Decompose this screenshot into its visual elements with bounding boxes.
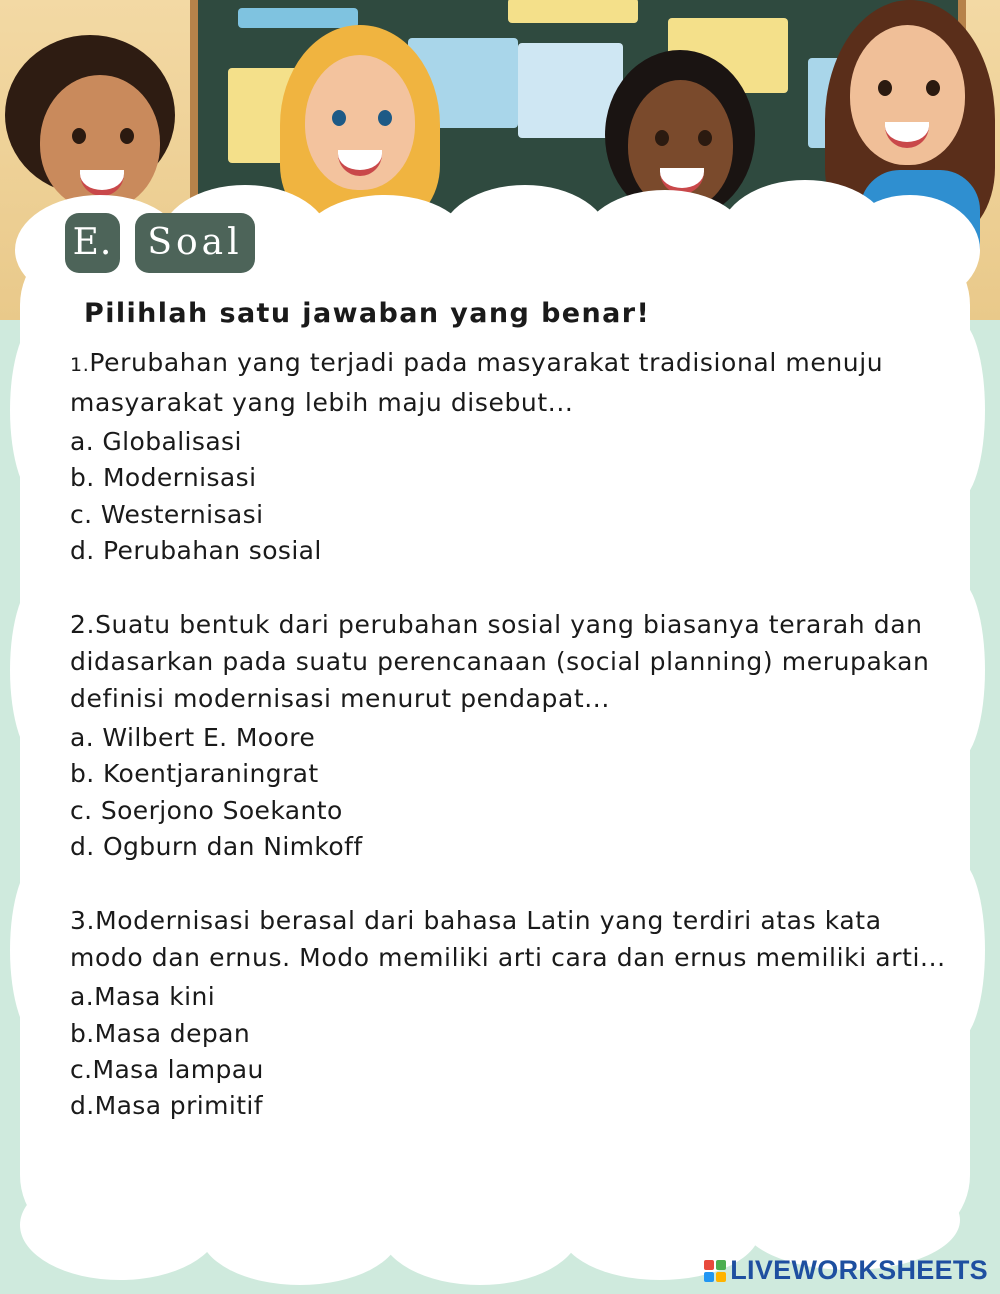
liveworksheets-logo-icon xyxy=(704,1260,726,1282)
question-body: Modernisasi berasal dari bahasa Latin yang terdiri atas kata modo dan ernus. Modo memiliki arti cara dan ernus memiliki arti... xyxy=(70,906,946,973)
cloud-edge xyxy=(10,860,70,1040)
cloud-edge xyxy=(840,195,980,305)
cloud-edge xyxy=(10,320,70,500)
answer-option-d[interactable]: d. Perubahan sosial xyxy=(70,535,322,565)
question-text xyxy=(70,344,950,421)
question-number: 1. xyxy=(70,354,90,376)
answer-option-b[interactable]: b. Modernisasi xyxy=(70,463,257,493)
question-list xyxy=(70,344,950,1125)
question-text xyxy=(70,606,950,717)
poster xyxy=(508,0,638,23)
answer-option-d[interactable]: d.Masa primitif xyxy=(70,1091,263,1121)
cloud-edge xyxy=(10,580,70,760)
question-number: 2. xyxy=(70,610,96,640)
question-body: Perubahan yang terjadi pada masyarakat tradisional menuju masyarakat yang lebih maju disebut... xyxy=(70,348,884,417)
answer-options xyxy=(70,424,950,569)
liveworksheets-wordmark: LIVEWORKSHEETS xyxy=(730,1255,988,1285)
question-text xyxy=(70,902,950,976)
answer-option-c[interactable]: c. Westernisasi xyxy=(70,499,264,529)
cloud-edge xyxy=(380,1175,580,1285)
liveworksheets-logo[interactable] xyxy=(704,1255,988,1286)
question-1 xyxy=(70,344,950,569)
answer-option-c[interactable]: c. Soerjono Soekanto xyxy=(70,795,343,825)
section-letter-badge: E. xyxy=(65,213,120,273)
cloud-edge xyxy=(200,1180,400,1285)
answer-option-a[interactable]: a. Globalisasi xyxy=(70,427,242,456)
answer-options xyxy=(70,720,950,865)
answer-option-b[interactable]: b.Masa depan xyxy=(70,1018,251,1048)
answer-options xyxy=(70,979,950,1124)
question-number: 3. xyxy=(70,906,96,936)
instruction-text: Pilihlah satu jawaban yang benar! xyxy=(84,298,651,329)
answer-option-a[interactable]: a.Masa kini xyxy=(70,982,216,1012)
section-title-badge: Soal xyxy=(135,213,255,273)
question-2 xyxy=(70,606,950,865)
answer-option-c[interactable]: c.Masa lampau xyxy=(70,1054,264,1084)
cloud-edge xyxy=(20,1170,220,1280)
answer-option-d[interactable]: d. Ogburn dan Nimkoff xyxy=(70,832,363,862)
question-body: Suatu bentuk dari perubahan sosial yang biasanya terarah dan didasarkan pada suatu perencanaan (social planning) merupakan definisi modernisasi menurut pendapat... xyxy=(70,610,930,714)
answer-option-b[interactable]: b. Koentjaraningrat xyxy=(70,759,319,789)
answer-option-a[interactable]: a. Wilbert E. Moore xyxy=(70,723,316,753)
question-3 xyxy=(70,902,950,1124)
